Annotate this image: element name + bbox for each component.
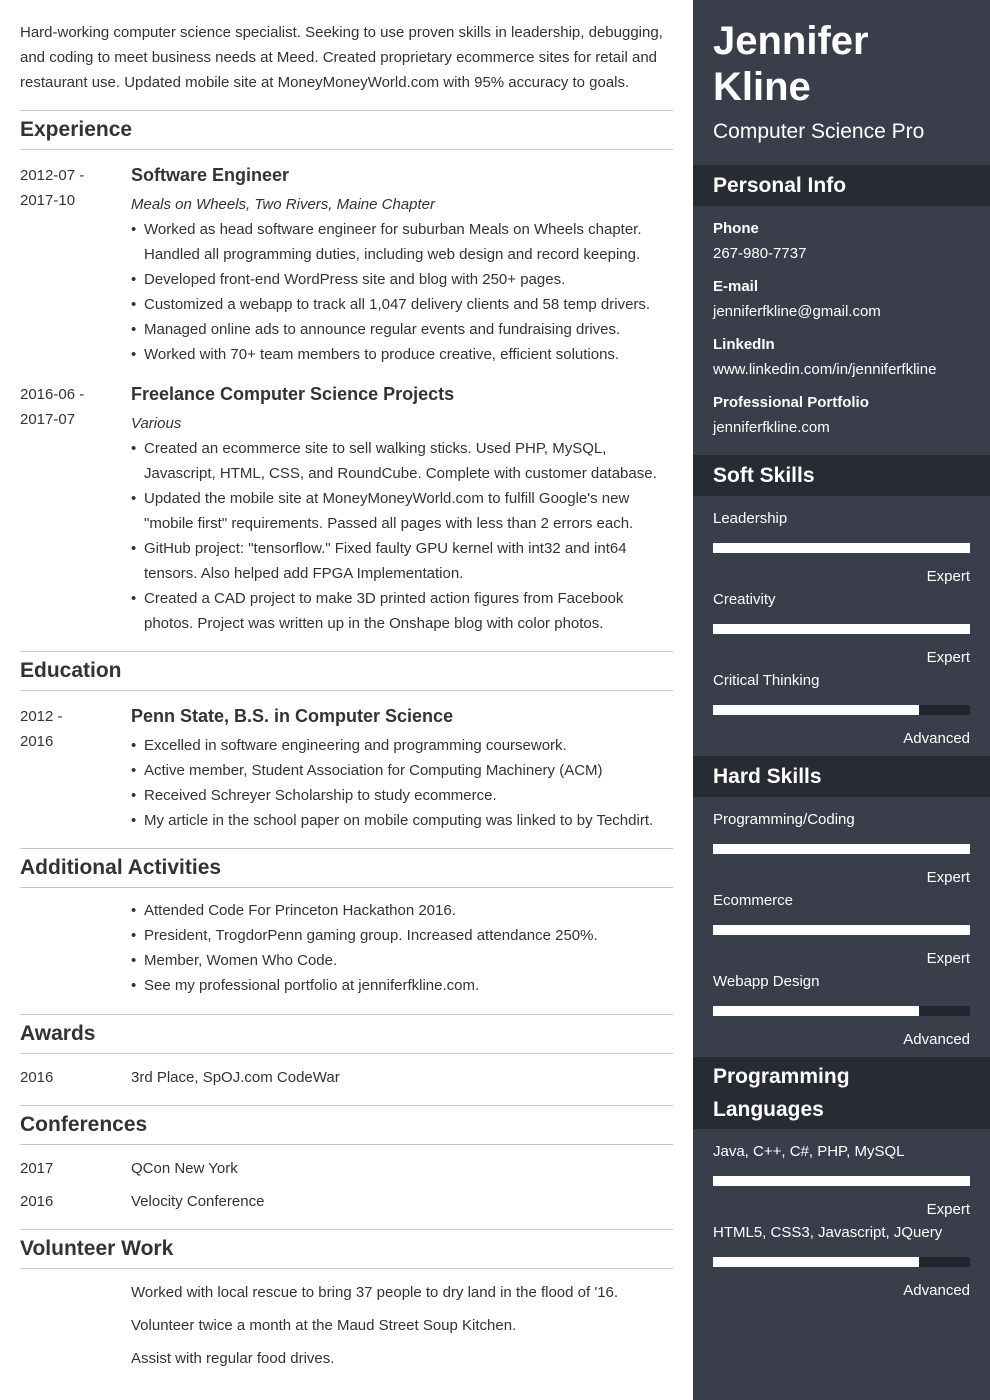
main-column — [20, 0, 673, 1371]
skill-name: Critical Thinking — [713, 672, 820, 689]
bullet-list — [131, 436, 673, 636]
skill-item — [713, 1220, 970, 1303]
hard-skills-title: Hard Skills — [713, 765, 822, 788]
job-title: Software Engineer — [131, 165, 290, 185]
list-item: • Active member, Student Association for Computing Machinery (ACM) — [131, 758, 673, 783]
award-text: 3rd Place, SpOJ.com CodeWar — [131, 1069, 340, 1086]
list-item: • Created a CAD project to make 3D printed action figures from Facebook photos. Project was written up in the Onshape blog with color photos. — [131, 586, 673, 636]
conference-row — [20, 1156, 673, 1181]
email-value[interactable]: jenniferfkline@gmail.com — [713, 303, 881, 320]
volunteer-heading — [20, 1229, 673, 1269]
list-item: • Updated the mobile site at MoneyMoneyWorld.com to fulfill Google's new "mobile first" requirements. Passed all pages with less than 2 errors each. — [131, 486, 673, 536]
skill-bar — [713, 925, 970, 935]
soft-skills-heading — [693, 455, 990, 496]
skill-level: Expert — [926, 649, 970, 666]
hard-skills-heading — [693, 756, 990, 797]
sidebar — [693, 0, 990, 1400]
conferences-heading — [20, 1105, 673, 1145]
phone-value: 267-980-7737 — [713, 245, 807, 262]
personal-info-title: Personal Info — [713, 174, 847, 197]
skill-item — [713, 506, 970, 589]
skill-bar-fill — [713, 925, 970, 935]
skill-bar — [713, 543, 970, 553]
conferences-title: Conferences — [20, 1113, 148, 1136]
list-item: • Member, Women Who Code. — [131, 948, 673, 973]
job-title: Freelance Computer Science Projects — [131, 384, 455, 404]
skill-name: Java, C++, C#, PHP, MySQL — [713, 1143, 905, 1160]
personal-info-heading — [693, 165, 990, 206]
skill-level: Expert — [926, 869, 970, 886]
skill-item — [713, 587, 970, 670]
linkedin-value[interactable]: www.linkedin.com/in/jenniferfkline — [713, 361, 937, 378]
skill-bar — [713, 1006, 970, 1016]
phone-info — [713, 216, 973, 266]
list-item: • Excelled in software engineering and programming coursework. — [131, 733, 673, 758]
skill-item — [713, 668, 970, 751]
skill-bar-fill — [713, 1176, 970, 1186]
skill-level: Expert — [926, 950, 970, 967]
conference-year: 2016 — [20, 1193, 54, 1210]
skill-level: Expert — [926, 568, 970, 585]
employer: Various — [131, 415, 182, 432]
skill-name: HTML5, CSS3, Javascript, JQuery — [713, 1224, 943, 1241]
conference-year: 2017 — [20, 1160, 54, 1177]
list-item: • See my professional portfolio at jenniferfkline.com. — [131, 973, 673, 998]
entry-date: 2016-06 - 2017-07 — [20, 386, 85, 428]
linkedin-info — [713, 332, 973, 382]
email-label: E-mail — [713, 278, 759, 295]
list-item: • Attended Code For Princeton Hackathon 2016. — [131, 898, 673, 923]
skill-bar-fill — [713, 1006, 919, 1016]
skill-item — [713, 1139, 970, 1222]
list-item: • Customized a webapp to track all 1,047 delivery clients and 58 temp drivers. — [131, 292, 673, 317]
skill-bar-fill — [713, 543, 970, 553]
activities-heading — [20, 848, 673, 888]
degree-title: Penn State, B.S. in Computer Science — [131, 706, 454, 726]
skill-bar — [713, 1176, 970, 1186]
skill-name: Programming/Coding — [713, 811, 855, 828]
list-item: • Received Schreyer Scholarship to study ecommerce. — [131, 783, 673, 808]
skill-level: Advanced — [903, 730, 970, 747]
experience-entry — [20, 382, 673, 636]
skill-item — [713, 807, 970, 890]
skill-bar-fill — [713, 705, 919, 715]
awards-heading — [20, 1014, 673, 1054]
activities-title: Additional Activities — [20, 856, 222, 879]
conference-row — [20, 1189, 673, 1214]
employer: Meals on Wheels, Two Rivers, Maine Chapter — [131, 196, 435, 213]
skill-bar — [713, 1257, 970, 1267]
languages-heading — [693, 1057, 990, 1129]
list-item: • President, TrogdorPenn gaming group. Increased attendance 250%. — [131, 923, 673, 948]
experience-title: Experience — [20, 118, 133, 141]
entry-date: 2012 - 2016 — [20, 708, 63, 750]
bullet-list — [131, 733, 673, 833]
email-info — [713, 274, 973, 324]
professional-summary: Hard-working computer science specialist. Seeking to use proven skills in leadership, debugging, and coding to meet business needs at Meed. Created proprietary ecommerce sites for retail and restaurant use. Updated mobile site at MoneyMoneyWorld.com with 95% accuracy to goals. — [20, 24, 663, 91]
skill-item — [713, 888, 970, 971]
candidate-job-title: Computer Science Pro — [713, 120, 925, 143]
phone-label: Phone — [713, 220, 759, 237]
languages-title: Programming Languages — [713, 1065, 850, 1121]
volunteer-line: Assist with regular food drives. — [131, 1350, 335, 1367]
volunteer-title: Volunteer Work — [20, 1237, 174, 1260]
education-entry — [20, 704, 673, 833]
award-row — [20, 1065, 673, 1090]
list-item: • Worked as head software engineer for suburban Meals on Wheels chapter. Handled all programming duties, including web design and record keeping. — [131, 217, 673, 267]
skill-name: Leadership — [713, 510, 788, 527]
activities-entry — [20, 898, 673, 998]
list-item: • My article in the school paper on mobile computing was linked to by Techdirt. — [131, 808, 673, 833]
skill-bar-fill — [713, 1257, 919, 1267]
experience-heading — [20, 110, 673, 150]
portfolio-info — [713, 390, 973, 440]
bullet-list — [131, 217, 673, 367]
soft-skills-title: Soft Skills — [713, 464, 815, 487]
conference-text: Velocity Conference — [131, 1193, 265, 1210]
education-heading — [20, 651, 673, 691]
skill-item — [713, 969, 970, 1052]
education-title: Education — [20, 659, 122, 682]
volunteer-line: Worked with local rescue to bring 37 people to dry land in the flood of '16. — [131, 1284, 619, 1301]
portfolio-value[interactable]: jenniferfkline.com — [713, 419, 830, 436]
skill-level: Expert — [926, 1201, 970, 1218]
list-item: • Managed online ads to announce regular events and fundraising drives. — [131, 317, 673, 342]
conference-text: QCon New York — [131, 1160, 238, 1177]
candidate-name: Jennifer Kline — [713, 19, 869, 109]
skill-bar-fill — [713, 844, 970, 854]
list-item: • Created an ecommerce site to sell walking sticks. Used PHP, MySQL, Javascript, HTML, CSS, and RoundCube. Complete with customer database. — [131, 436, 673, 486]
entry-date: 2012-07 - 2017-10 — [20, 167, 85, 209]
skill-bar — [713, 844, 970, 854]
awards-title: Awards — [20, 1022, 96, 1045]
award-year: 2016 — [20, 1069, 54, 1086]
experience-entry — [20, 163, 673, 367]
skill-bar-fill — [713, 624, 970, 634]
skill-name: Ecommerce — [713, 892, 794, 909]
skill-name: Webapp Design — [713, 973, 820, 990]
linkedin-label: LinkedIn — [713, 336, 775, 353]
skill-bar — [713, 705, 970, 715]
portfolio-label: Professional Portfolio — [713, 394, 869, 411]
skill-name: Creativity — [713, 591, 776, 608]
list-item: • Worked with 70+ team members to produce creative, efficient solutions. — [131, 342, 673, 367]
list-item: • GitHub project: "tensorflow." Fixed faulty GPU kernel with int32 and int64 tensors. Also helped add FPGA Implementation. — [131, 536, 673, 586]
skill-level: Advanced — [903, 1031, 970, 1048]
volunteer-line: Volunteer twice a month at the Maud Street Soup Kitchen. — [131, 1317, 517, 1334]
skill-bar — [713, 624, 970, 634]
bullet-list — [131, 898, 673, 998]
list-item: • Developed front-end WordPress site and blog with 250+ pages. — [131, 267, 673, 292]
skill-level: Advanced — [903, 1282, 970, 1299]
